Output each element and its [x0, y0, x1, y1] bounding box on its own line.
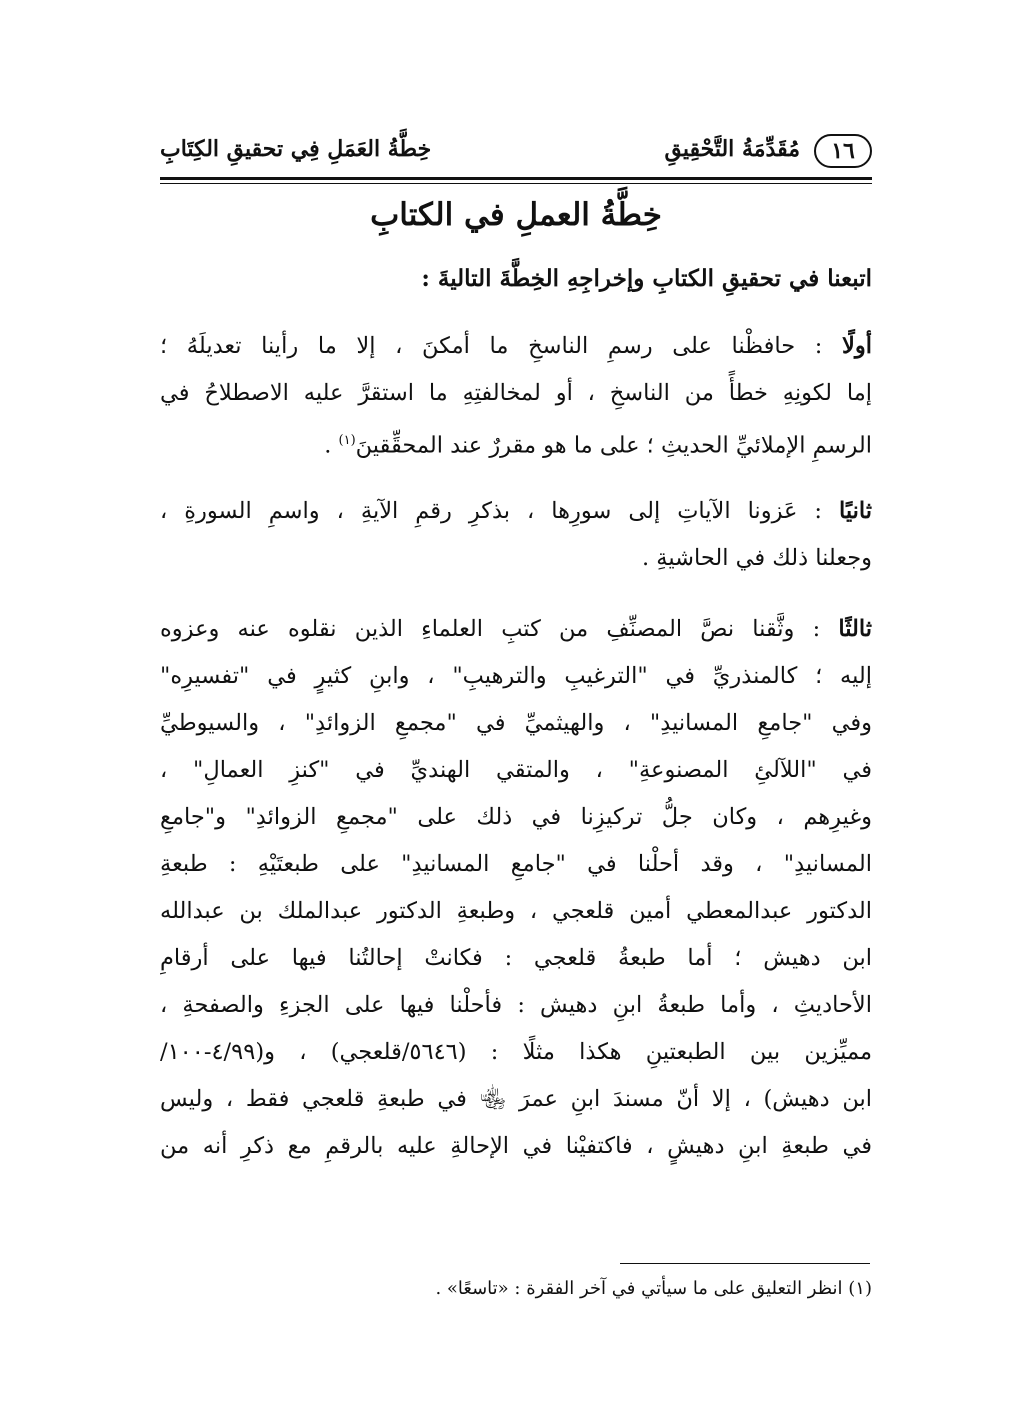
text-line: في طبعةِ ابنِ دهيشٍ ، فاكتفيْنا في الإحالةِ عليه بالرقمِ مع ذكرِ أنه من [160, 1133, 872, 1159]
header-section-title: خِطَّةُ العَمَلِ فِي تحقيقِ الكِتَابِ [160, 136, 432, 162]
text-line: الأحاديثِ ، وأما طبعةُ ابنِ دهيش : فأحلْنا فيها على الجزءِ والصفحةِ ، [160, 992, 872, 1018]
footnote-reference: (١) [338, 433, 356, 448]
text-line [160, 606, 872, 653]
text-line: ابن دهيش) ، إلا أنّ مسندَ ابنِ عمرَ ﵄ في طبعةِ قلعجي فقط ، وليس [160, 1086, 872, 1112]
footnote-number: (١) [848, 1278, 872, 1299]
running-header [160, 128, 872, 176]
text-line: إما لكونِهِ خطأً من الناسخِ ، أو لمخالفتِهِ ما استقرَّ عليه الاصطلاحُ في [160, 380, 872, 406]
header-rule-thick [160, 177, 872, 180]
footnote-text: انظر التعليق على ما سيأتي في آخر الفقرة : «تاسعًا» . [435, 1278, 843, 1299]
paragraph-lead: أولًا [842, 333, 872, 359]
line-text: الرسمِ الإملائيِّ الحديثِ ؛ على ما هو مقررٌ عند المحقِّقينَ [355, 432, 872, 459]
text-line: وفي "جامعِ المسانيدِ" ، والهيثميِّ في "مجمعِ الزوائدِ" ، والسيوطيِّ [160, 710, 872, 736]
line-text: : وثَّقنا نصَّ المصنِّفِ من كتبِ العلماءِ الذين نقلوه عنه وعزوه [160, 616, 839, 642]
text-line: إليه ؛ كالمنذريِّ في "الترغيبِ والترهيبِ" ، وابنِ كثيرٍ في "تفسيرِه" [160, 663, 872, 689]
line-text: : عَزونا الآياتِ إلى سورِها ، بذكرِ رقمِ الآيةِ ، واسمِ السورةِ ، [160, 498, 839, 524]
paragraph-lead: ثالثًا [838, 616, 872, 642]
paragraph-second [160, 488, 872, 582]
text-line: الدكتور عبدالمعطي أمين قلعجي ، وطبعةِ الدكتور عبدالملك بن عبدالله [160, 898, 872, 924]
line-end: . [324, 432, 339, 459]
text-line: ابن دهيش ؛ أما طبعةُ قلعجي : فكانتْ إحالتُنا فيها على أرقامِ [160, 945, 872, 971]
page-number-badge [814, 134, 872, 168]
header-rule-thin [160, 183, 872, 184]
paragraph-third [160, 606, 872, 1170]
text-line [160, 488, 872, 535]
footnote-separator [620, 1263, 870, 1264]
text-line: وجعلنا ذلك في الحاشيةِ . [641, 545, 872, 571]
text-line: المسانيدِ" ، وقد أحلْنا في "جامعِ المسانيدِ" على طبعتَيْهِ : طبعةِ [160, 851, 872, 877]
line-text: : حافظْنا على رسمِ الناسخِ ما أمكنَ ، إلا ما رأينا تعديلَهُ ؛ [160, 333, 843, 359]
paragraph-first [160, 323, 872, 464]
text-line: في "اللآلئِ المصنوعةِ" ، والمتقي الهنديِّ في "كنزِ العمالِ" ، [160, 757, 872, 783]
text-line [160, 417, 872, 464]
text-line: وغيرِهم ، وكان جلُّ تركيزِنا في ذلك على "مجمعِ الزوائدِ" و"جامعِ [160, 804, 872, 830]
footnote [160, 1278, 872, 1299]
section-intro: اتبعنا في تحقيقِ الكتابِ وإخراجِهِ الخِطَّةَ التاليةَ : [421, 265, 872, 292]
header-chapter-title: مُقَدِّمَةُ التَّحْقِيقِ [664, 136, 800, 162]
section-title: خِطَّةُ العملِ في الكتابِ [370, 197, 662, 233]
text-line: مميِّزين بين الطبعتينِ هكذا مثلًا : (٥٦٤٦/قلعجي) ، و(٤/٩٩-١٠٠/ [160, 1039, 872, 1065]
text-line [160, 323, 872, 370]
paragraph-lead: ثانيًا [838, 498, 872, 524]
page-number: ١٦ [831, 138, 855, 164]
